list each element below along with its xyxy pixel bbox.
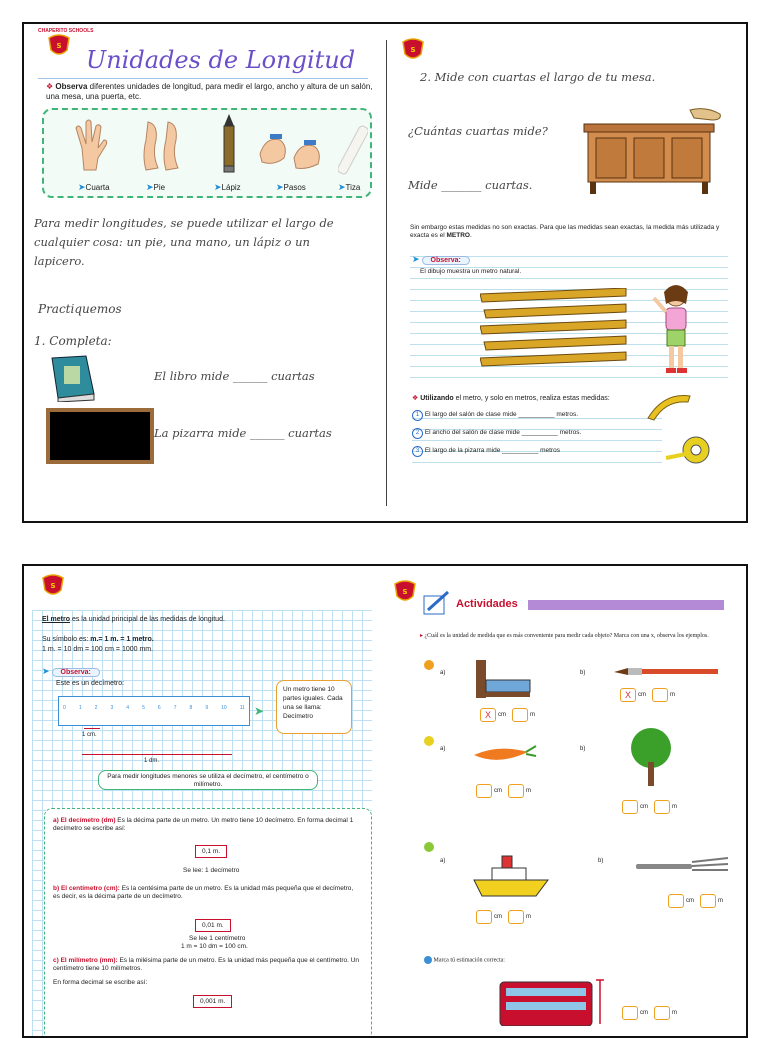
unit-label: Pie [153, 183, 166, 192]
cm-marker [84, 728, 100, 729]
unit-label: Tiza [345, 183, 361, 192]
carrot-icon [468, 742, 538, 768]
millimeter-value: 0,001 m. [193, 995, 232, 1008]
svg-text:S: S [56, 42, 62, 50]
blackboard-image [46, 408, 154, 464]
decimeter-reading: Se lee: 1 decímetro [183, 867, 240, 874]
desk-measure: Mide _______ cuartas. [408, 178, 533, 192]
m-checkbox[interactable] [508, 784, 524, 798]
cm-checkbox[interactable]: X [480, 708, 496, 722]
arrow-icon: ➤ [412, 254, 420, 264]
activities-bar [528, 600, 724, 610]
tape-measure-icon [644, 392, 694, 422]
m-checkbox[interactable] [700, 894, 716, 908]
measure-list [412, 408, 662, 464]
worksheet-page-1 [22, 22, 748, 523]
decimeter-ruler: 0 1 2 3 4 5 6 7 8 9 10 11 [58, 696, 250, 726]
how-many-question: ¿Cuántas cuartas mide? [408, 124, 548, 138]
page-divider [386, 40, 387, 506]
chalk-icon [338, 122, 368, 176]
divider [38, 78, 368, 79]
centimeter-value: 0,01 m. [195, 919, 231, 932]
answer-row: X cm m [480, 706, 541, 724]
m-checkbox[interactable] [508, 910, 524, 924]
m-checkbox[interactable] [652, 688, 668, 702]
millimeter-form: En forma decimal se escribe así: [53, 979, 148, 986]
estimate-prompt: Marca tú estimación correcta: [424, 956, 505, 964]
observa-tag: Observa: [422, 256, 470, 265]
number-badge [424, 736, 434, 746]
desk-icon [580, 108, 730, 198]
metro-grid-panel [32, 610, 372, 1036]
m-checkbox[interactable] [654, 800, 670, 814]
m-checkbox[interactable] [654, 1006, 670, 1020]
bed-icon [472, 658, 534, 700]
arrow-icon: ➤ [338, 182, 346, 192]
cm-checkbox[interactable] [622, 800, 638, 814]
arrow-icon: ➤ [78, 182, 86, 192]
hand-icon [70, 118, 114, 174]
centimeter-definition: b) El centímetro (cm): Es la centésima parte de un metro. Es la unidad más pequeña que el decímetro, es decir, es la décima parte de un decímetro. [53, 885, 354, 900]
metro-intro: El metro es la unidad principal de las medidas de longitud. [42, 616, 225, 623]
meter-bubble: Un metro tiene 10 partes iguales. Cada una se llama: Decímetro [276, 680, 352, 734]
decimeter-definition: a) El decímetro (dm) Es la décima parte de un metro. Un metro tiene 10 decímetro. En forma decimal 1 decímetro se escribe así: [53, 817, 354, 832]
school-shield-icon [44, 30, 74, 60]
paintbrush-icon [610, 664, 720, 680]
cm-checkbox[interactable] [668, 894, 684, 908]
arrow-icon: ➤ [214, 182, 222, 192]
board-measure: La pizarra mide ______ cuartas [154, 426, 332, 440]
fork-icon [632, 856, 732, 876]
unit-label: Cuarta [85, 183, 110, 192]
cm-checkbox[interactable] [476, 784, 492, 798]
school-shield-icon [390, 576, 420, 606]
legs-icon [140, 120, 188, 176]
number-badge [424, 956, 432, 964]
answer-row: cm m [622, 798, 683, 816]
pencil-icon [220, 112, 238, 176]
centimeter-equivalence: 1 m = 10 dm = 100 cm. [181, 943, 248, 950]
book-icon [46, 354, 98, 402]
arrow-icon: ➤ [146, 182, 154, 192]
activity-question: ▸ ¿Cuál es la unidad de medida que es más conveniente para medir cada objeto? Marca con una x, observa los ejemplos. [420, 633, 709, 639]
cm-checkbox[interactable]: X [620, 688, 636, 702]
practice-heading: Practiquemos [38, 302, 122, 316]
decimeter-label: Este es un decímetro: [56, 680, 125, 687]
school-shield-icon [38, 570, 68, 600]
bus-icon [496, 976, 606, 1026]
dm-label: 1 dm. [144, 758, 160, 764]
metro-panel [410, 246, 728, 386]
folding-ruler-image [480, 288, 630, 378]
tape-roll-icon [664, 432, 714, 466]
cm-checkbox[interactable] [622, 1006, 638, 1020]
activities-title: Actividades [456, 598, 518, 610]
arrow-right-icon: ➤ [254, 704, 265, 718]
diamond-icon: ❖ [46, 82, 54, 91]
number-badge [424, 842, 434, 852]
number-badge [424, 660, 434, 670]
units-definitions [44, 808, 372, 1038]
unit-label: Lápiz [221, 183, 241, 192]
cm-label: 1 cm. [82, 732, 97, 738]
book-measure: El libro mide ______ cuartas [154, 369, 315, 383]
measure-item: 3 El largo de la pizarra mide __________ metros [412, 446, 560, 457]
question-2: 2. Mide con cuartas el largo de tu mesa. [420, 70, 656, 84]
diamond-icon: ❖ [412, 395, 419, 402]
observa-tag: Observa: [52, 668, 100, 677]
arrow-icon: ➤ [276, 182, 284, 192]
boat-icon [470, 852, 552, 898]
metro-symbol: Su símbolo es: m.= 1 m. = 1 metro. [42, 636, 154, 643]
bullet-icon: ▸ [420, 633, 424, 639]
units-panel [42, 108, 372, 198]
answer-row: cm m [476, 908, 537, 926]
decimeter-value: 0,1 m. [195, 845, 227, 858]
centimeter-reading: Se lee 1 centímetro [189, 935, 246, 942]
answer-row: cm m [668, 892, 729, 910]
note-box: Para medir longitudes menores se utiliza el decímetro, el centímetro o milímetro. [98, 770, 318, 790]
answer-row: cm m [622, 1004, 683, 1022]
question-1: 1. Completa: [34, 334, 112, 348]
observe-instruction: ❖ Observa diferentes unidades de longitud, para medir el largo, ancho y altura de un salón, una mesa, una puerta, etc. [46, 82, 373, 101]
measure-item: 2 El ancho del salón de clase mide __________ metros. [412, 428, 581, 439]
school-shield-icon [398, 34, 428, 64]
svg-text:S: S [402, 588, 408, 596]
exact-paragraph: Sin embargo estas medidas no son exactas. Para que las medidas sean exactas, la medida más utilizada y exacta es el METRO. [410, 224, 720, 239]
page-title: Unidades de Longitud [86, 46, 356, 74]
answer-row: X cm m [620, 686, 681, 704]
school-name: CHAPERITO SCHOOLS [38, 28, 94, 34]
worksheet-page-2: S El metro es la unidad principal de las medidas de longitud. Su símbolo es: m.= 1 m. = 1 metro. 1 m. = 10 dm = 100 cm = 1000 mm. ➤ Observa: Este es un decímetro: 0 1 2 3 4 5 6 7 8 9 10 11 ➤ Un metro tiene 10 partes iguales. Cada una se llama: Decímetro 1 cm. 1 dm. Para medir longitudes menores se utiliza el decímetro, el centímetro o milímetro. a) El decímetro (dm) Es la décima parte de un metro. Un metro tiene 10 decímetro. En forma decimal 1 decímetro se escribe así: 0,1 m. Se lee: 1 decímetro b) El centímetro (cm): Es la centésima parte de un metro. Es la unidad más pequeña que el decímetro, es decir, es la décima parte de un decímetro. 0,01 m. Se lee 1 centímetro 1 m = 10 dm = 100 cm. c) El milímetro (mm): Es la milésima parte de un metro. Es la unidad más pequeña que el centímetro. Un centímetro tiene 10 milímetros. En forma decimal se escribe así: 0,001 m. S Actividades ▸ ¿Cuál es la unidad de medida que es más conveniente para medir cada objeto? Marca con una x, observa los ejemplos. a) X cm m b) X cm m a) cm m b) cm m a) cm m b) cm m Marca tú estimación correcta: cm m [22, 564, 748, 1038]
m-checkbox[interactable] [512, 708, 528, 722]
millimeter-definition: c) El milímetro (mm): Es la milésima parte de un metro. Es la unidad más pequeña que el centímetro. Un centímetro tiene 10 milímetros. [53, 957, 360, 972]
tree-icon [624, 726, 678, 788]
svg-text:S: S [50, 582, 56, 590]
arrow-icon: ➤ [42, 666, 50, 676]
answer-row: cm m [476, 782, 537, 800]
drawing-caption: El dibujo muestra un metro natural. [420, 268, 522, 275]
dm-marker [82, 754, 232, 755]
svg-text:S: S [410, 46, 416, 54]
unit-label: Pasos [283, 183, 306, 192]
measure-item: 1 El largo del salón de clase mide __________ metros. [412, 410, 578, 421]
feet-steps-icon [256, 128, 328, 172]
girl-image [650, 282, 704, 378]
using-instruction: ❖ Utilizando el metro, y solo en metros, realiza estas medidas: [412, 395, 610, 402]
metro-equivalence: 1 m. = 10 dm = 100 cm = 1000 mm. [42, 646, 154, 653]
cm-checkbox[interactable] [476, 910, 492, 924]
notebook-pen-icon [422, 590, 452, 616]
intro-paragraph: Para medir longitudes, se puede utilizar el largo de cualquier cosa: un pie, una mano, un lápiz o un lapicero. [34, 216, 334, 268]
